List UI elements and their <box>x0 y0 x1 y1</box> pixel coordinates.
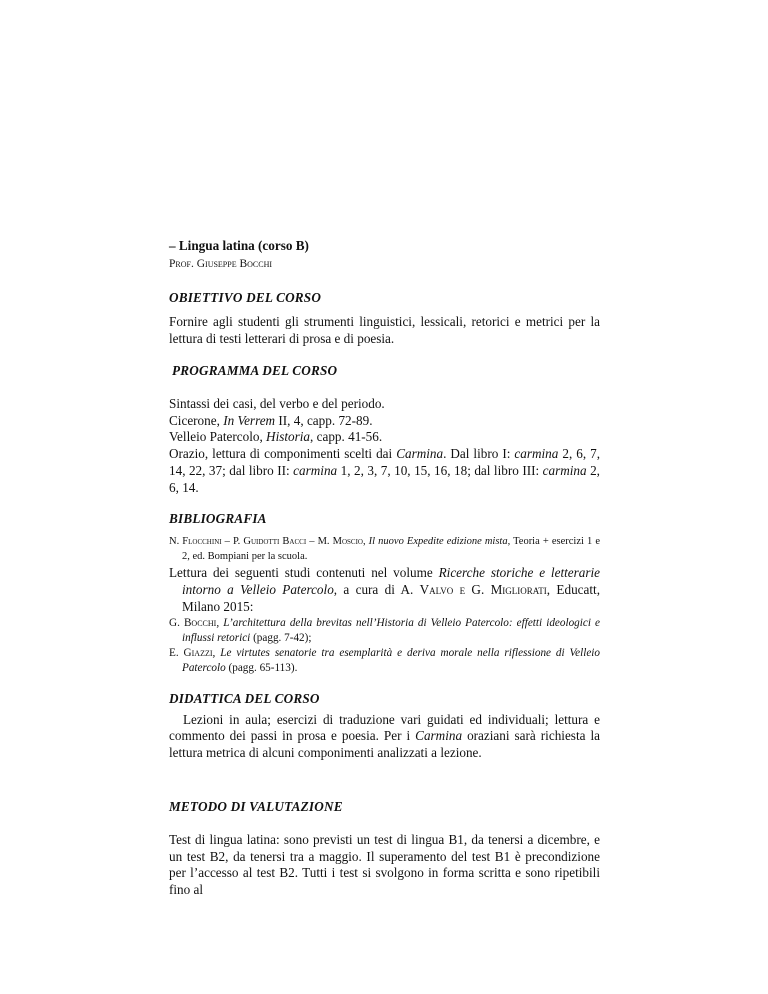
bibliography-entry: G. Bocchi, L’architettura della brevitas nell’Historia di Velleio Patercolo: effetti ideologici e influssi retorici (pagg. 7-42); <box>169 616 600 644</box>
bibliography-list <box>169 535 600 675</box>
evaluation-heading: METODO DI VALUTAZIONE <box>169 798 343 814</box>
program-heading: PROGRAMMA DEL CORSO <box>172 362 338 378</box>
bibliography-heading: BIBLIOGRAFIA <box>169 510 267 526</box>
didactics-heading: DIDATTICA DEL CORSO <box>169 690 320 706</box>
bibliography-entry: E. Giazzi, Le virtutes senatorie tra esemplarità e deriva morale nella riflessione di Velleio Patercolo (pagg. 65-113). <box>169 646 600 674</box>
didactics-text: Lezioni in aula; esercizi di traduzione vari guidati ed individuali; lettura e commento dei passi in prosa e poesia. Per i Carmina oraziani sarà richiesta la lettura metrica di alcuni componimenti analizzati a lezione. <box>169 711 600 761</box>
program-line: Cicerone, In Verrem II, 4, capp. 72-89. <box>169 412 373 428</box>
program-line: Velleio Patercolo, Historia, capp. 41-56. <box>169 429 383 445</box>
professor-name: Giuseppe Bocchi <box>196 257 273 270</box>
program-line: Orazio, lettura di componimenti scelti dai Carmina. Dal libro I: carmina 2, 6, 7, 14, 22, 37; dal libro II: carmina 1, 2, 3, 7, 10, 15, 16, 18; dal libro III: carmina 2, 6, 14. <box>169 446 601 495</box>
evaluation-text: Test di lingua latina: sono previsti un test di lingua B1, da tenersi a dicembre, e un test B2, da tenersi tra a maggio. Il superamento del test B1 è precondizione per l’accesso al test B2. Tutti i test si svolgono in forma scritta e sono ripetibili fino al <box>169 831 600 898</box>
objective-text: Fornire agli studenti gli strumenti linguistici, lessicali, retorici e metrici per la lettura di testi letterari di prosa e di poesia. <box>169 314 600 347</box>
bibliography-entry: Lettura dei seguenti studi contenuti nel volume Ricerche storiche e letterarie intorno a Velleio Patercolo, a cura di A. Valvo e G. Migliorati, Educatt, Milano 2015: <box>169 565 600 614</box>
objective-heading: OBIETTIVO DEL CORSO <box>169 289 322 305</box>
course-title: – Lingua latina (corso B) <box>169 238 309 253</box>
professor-prefix: Prof. <box>169 257 197 270</box>
course-description <box>169 238 600 899</box>
professor-line <box>169 256 600 273</box>
bibliography-entry: N. Flocchini – P. Guidotti Bacci – M. Moscio, Il nuovo Expedite edizione mista, Teoria + esercizi 1 e 2, ed. Bompiani per la scuola. <box>169 536 600 562</box>
program-list <box>169 396 600 497</box>
program-line: Sintassi dei casi, del verbo e del periodo. <box>169 395 385 411</box>
